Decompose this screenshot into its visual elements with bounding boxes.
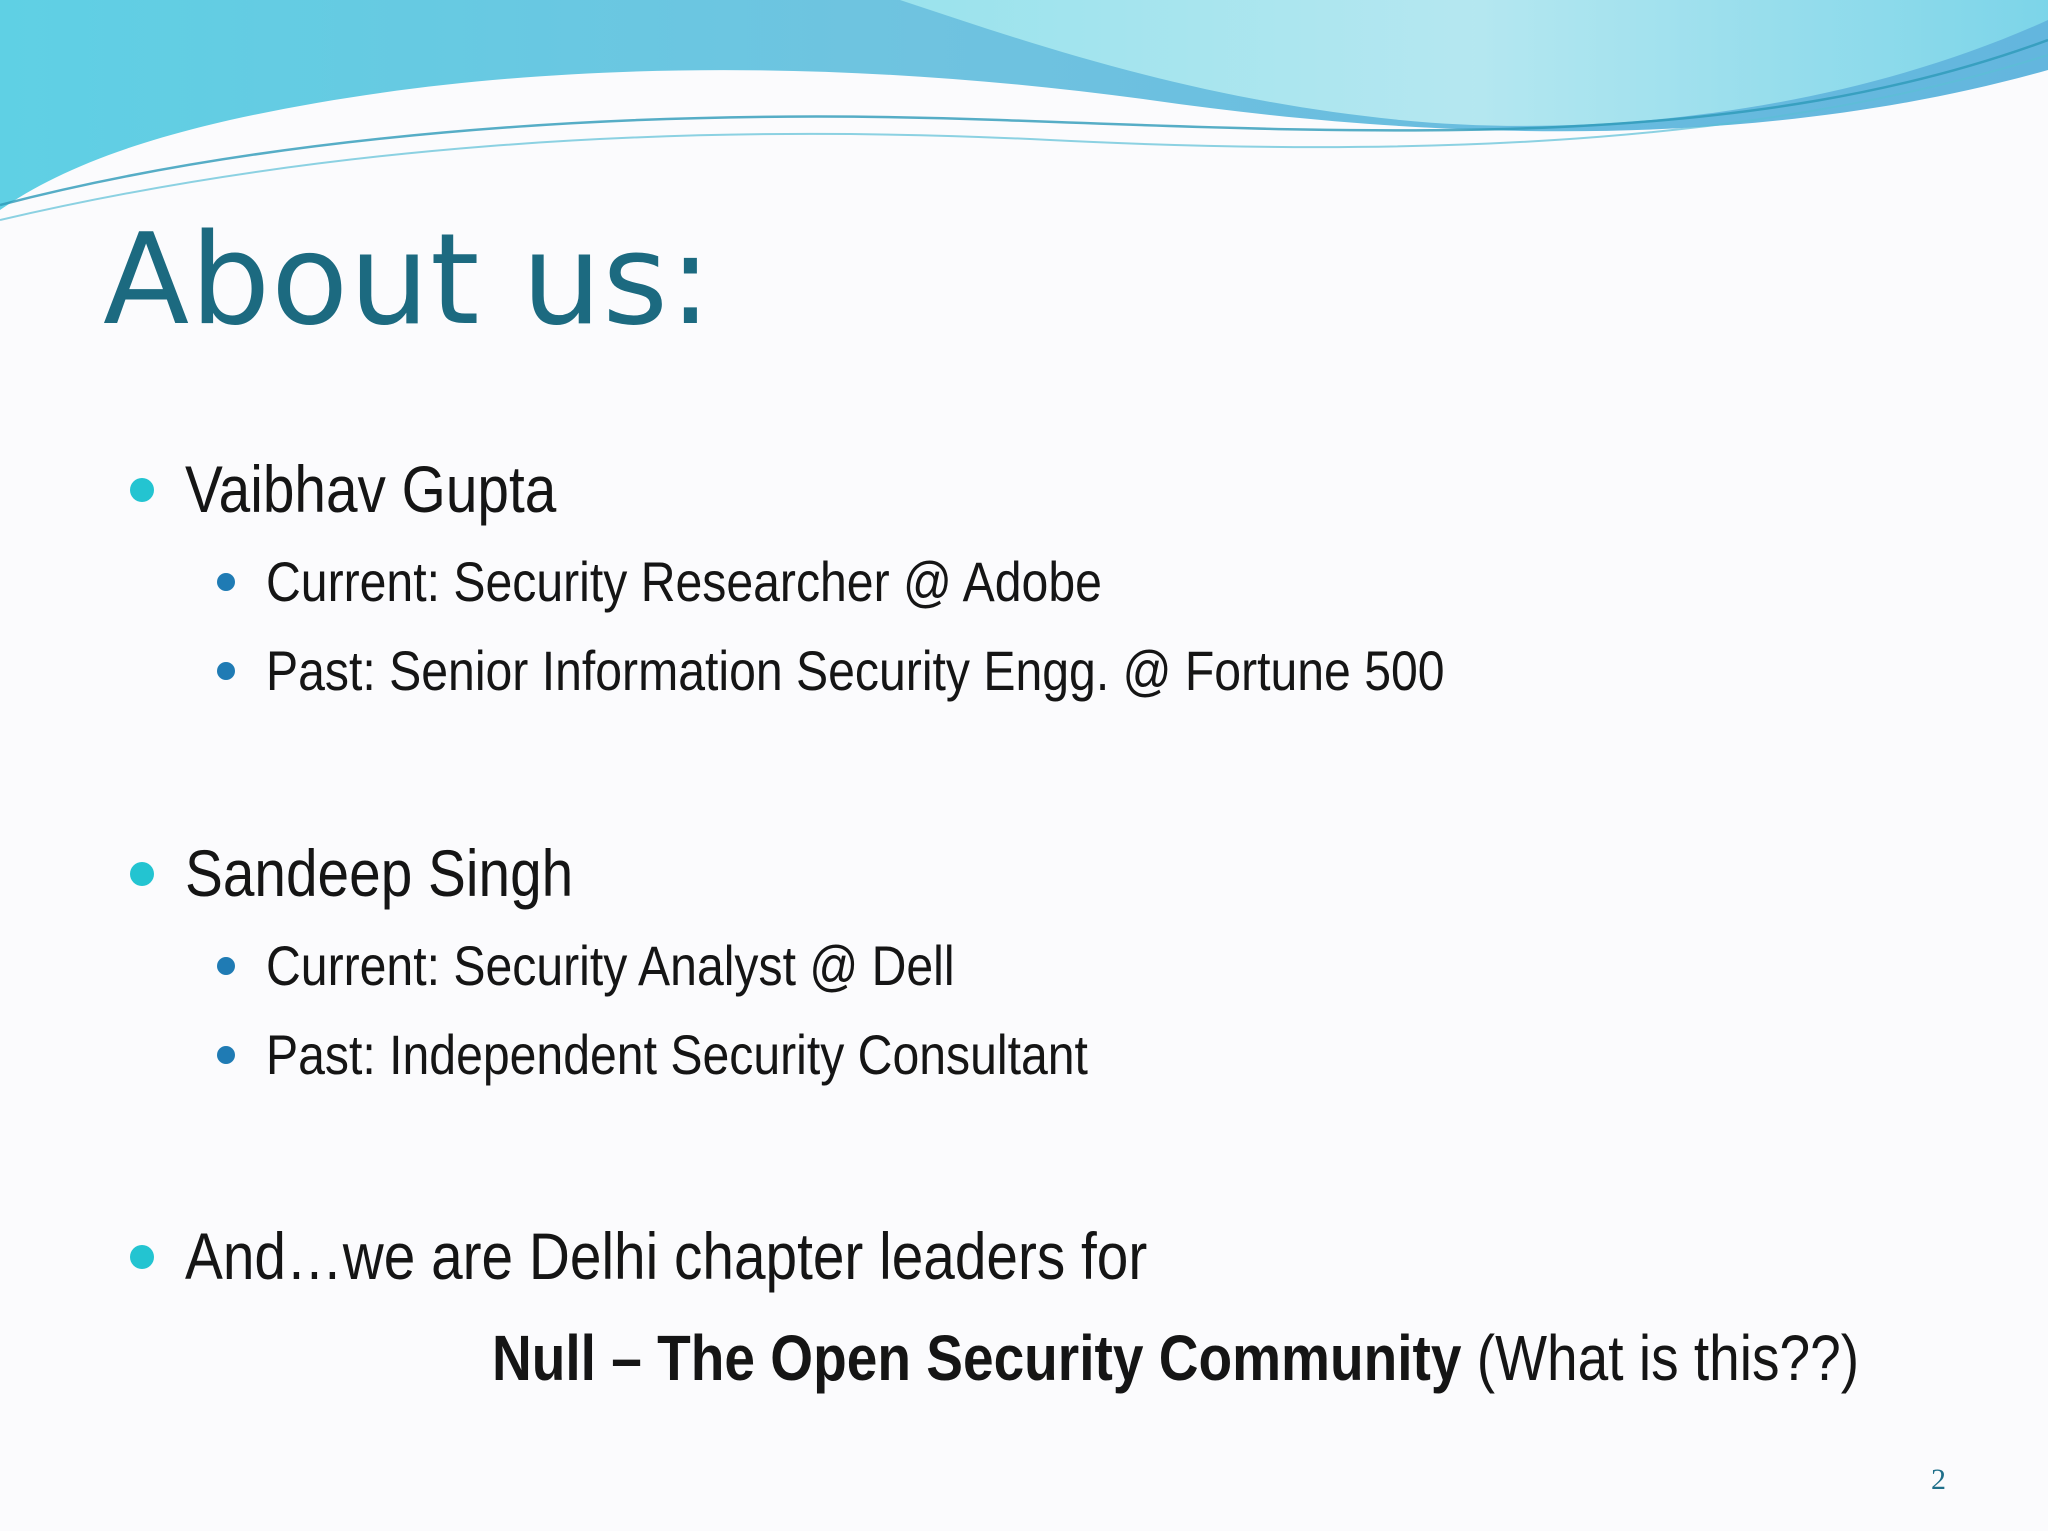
person-detail-current: Current: Security Researcher @ Adobe xyxy=(266,550,1102,613)
sub-bullet-icon xyxy=(217,957,235,975)
header-wave-decoration xyxy=(0,0,2048,240)
closing-line: And…we are Delhi chapter leaders for xyxy=(185,1219,1148,1293)
person-name: Vaibhav Gupta xyxy=(185,452,557,526)
slide-title: About us: xyxy=(103,206,713,353)
page-number: 2 xyxy=(1931,1463,1946,1496)
community-name: Null – The Open Security Community xyxy=(492,1322,1462,1394)
sub-bullet-icon xyxy=(217,1046,235,1064)
person-detail-past: Past: Independent Security Consultant xyxy=(266,1023,1088,1086)
sub-bullet-icon xyxy=(217,573,235,591)
bullet-icon xyxy=(130,1245,154,1269)
person-name: Sandeep Singh xyxy=(185,836,574,910)
bullet-icon xyxy=(130,478,154,502)
bullet-icon xyxy=(130,862,154,886)
person-detail-past: Past: Senior Information Security Engg. @ Fortune 500 xyxy=(266,639,1445,702)
community-note: (What is this??) xyxy=(1461,1322,1860,1394)
sub-bullet-icon xyxy=(217,662,235,680)
community-line xyxy=(492,1318,1859,1398)
person-detail-current: Current: Security Analyst @ Dell xyxy=(266,934,955,997)
